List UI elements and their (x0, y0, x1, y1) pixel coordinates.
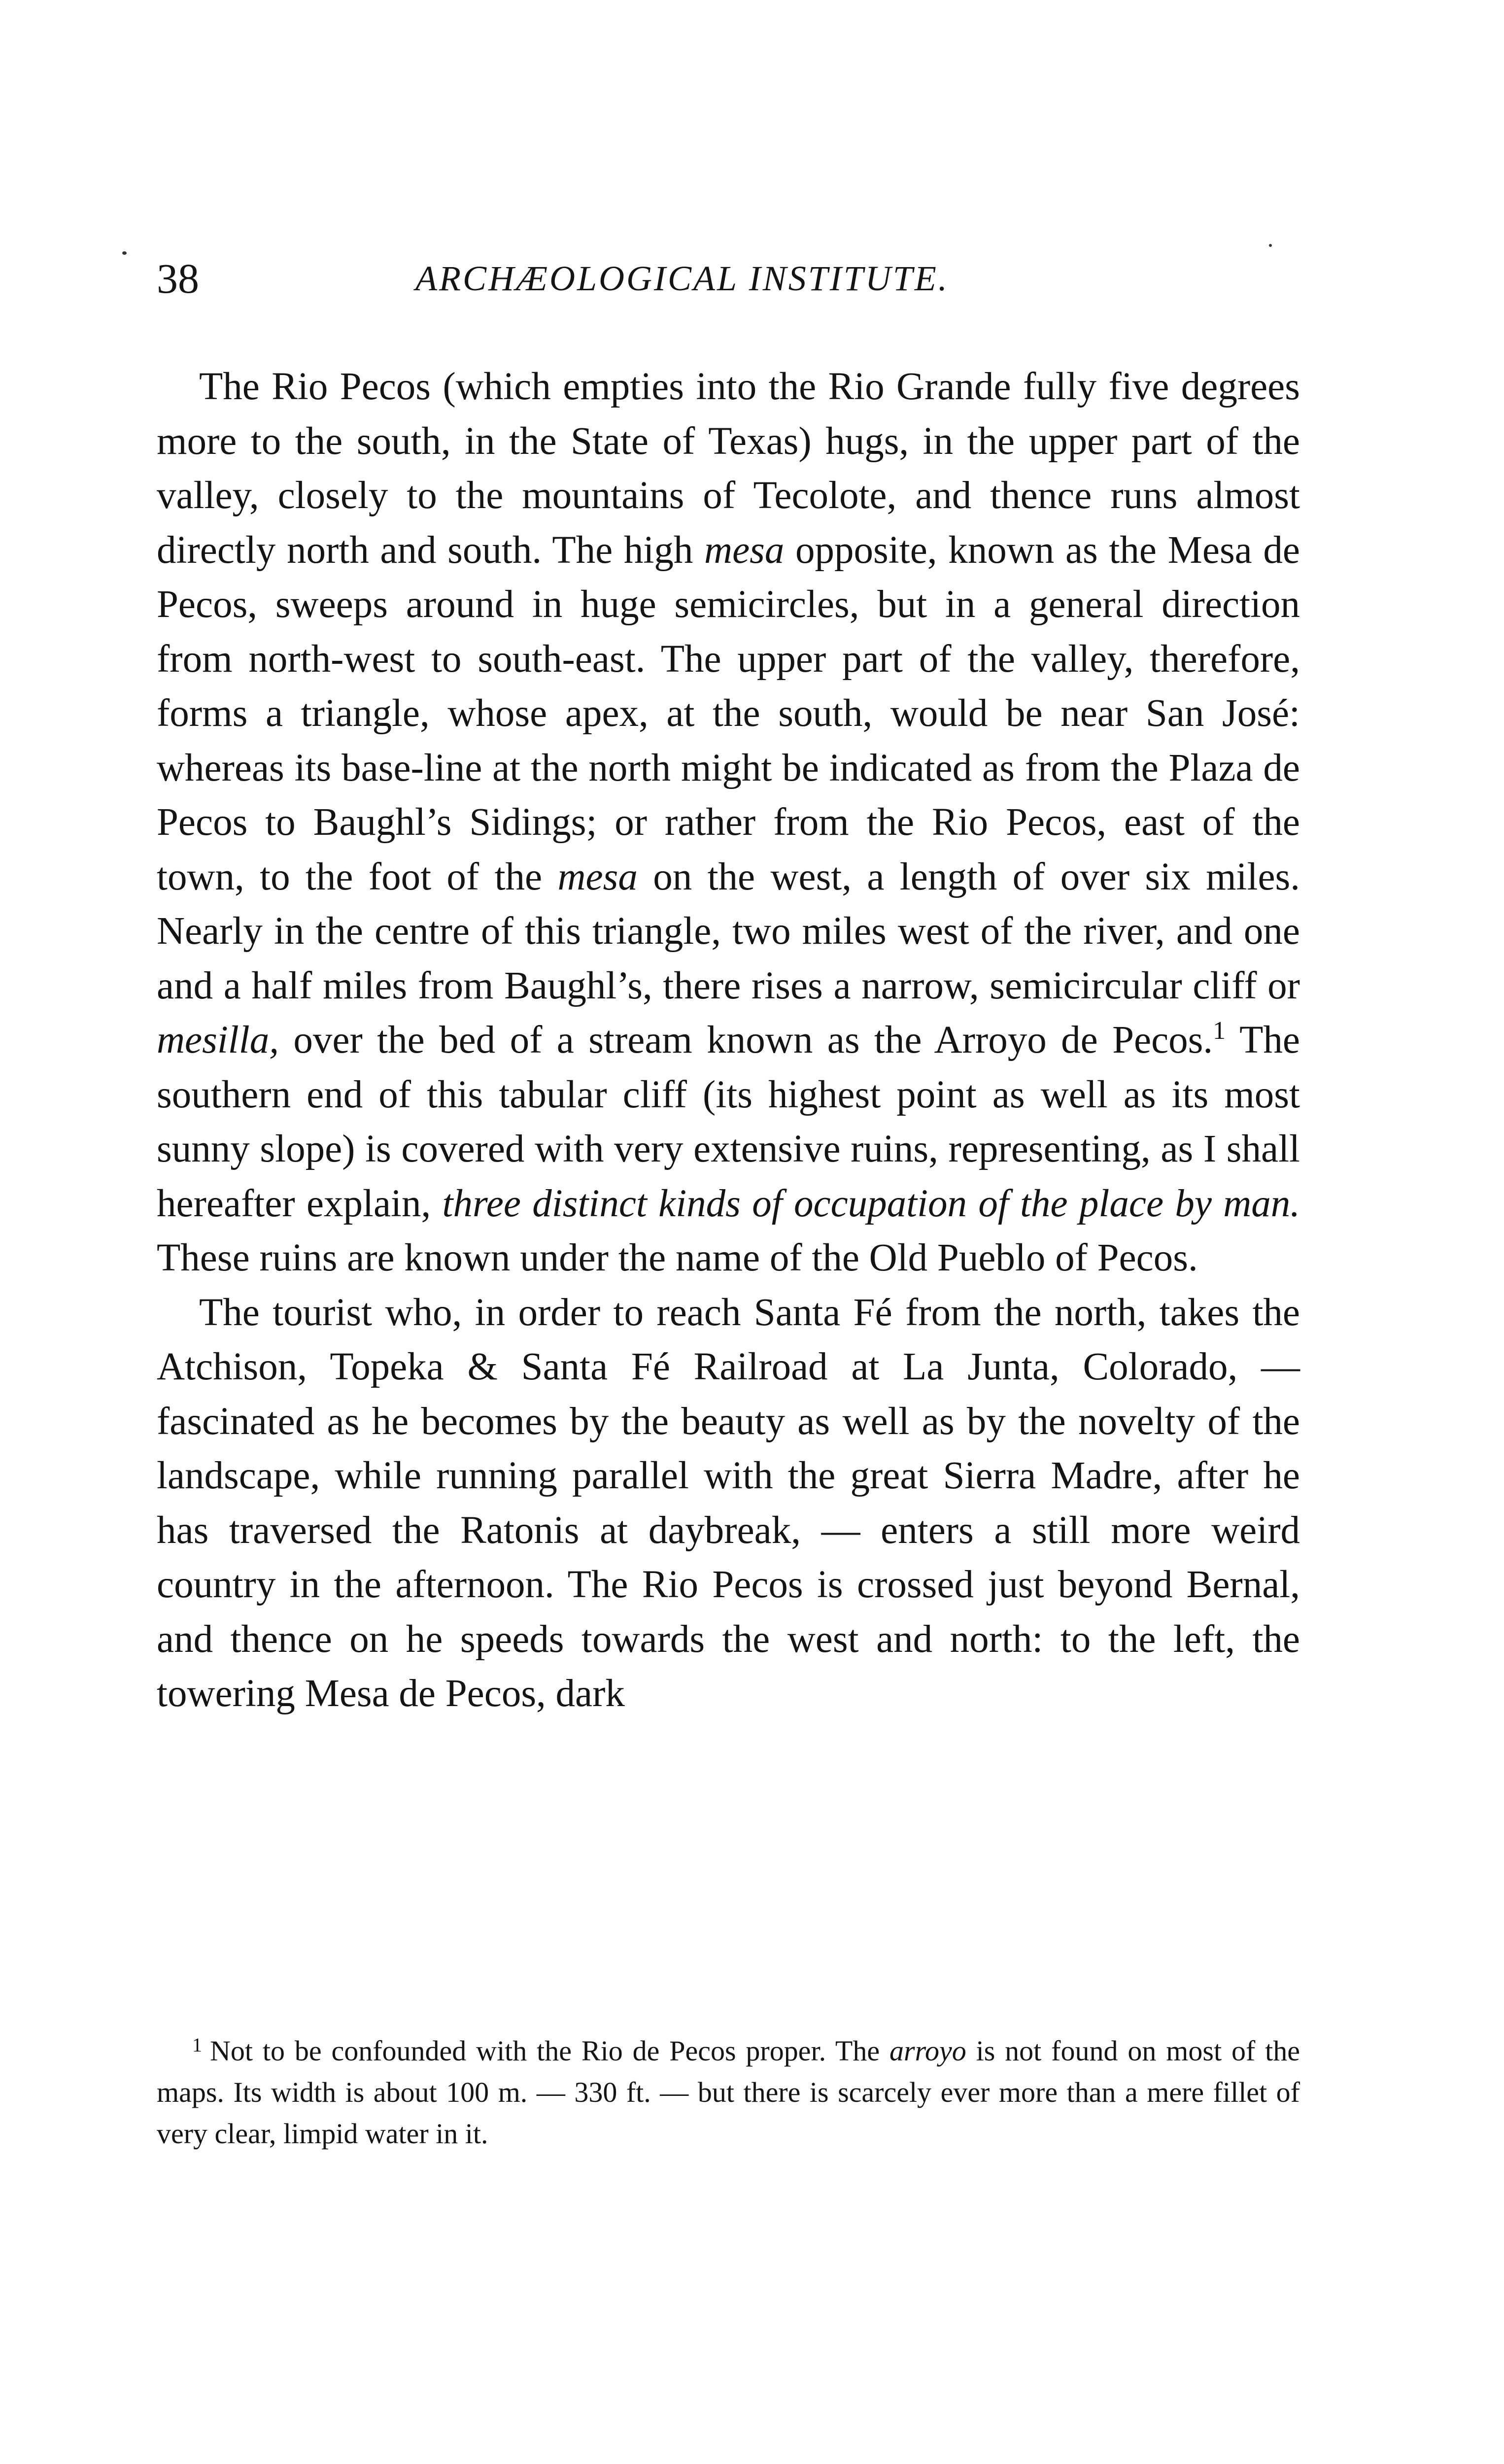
text-segment: The southern end of this tabular cliff (its highest point as well as its most sunny slope) is covered with very extensive ruins, representing, as I shall hereafter explain, (157, 1019, 1300, 1225)
page-number: 38 (157, 255, 199, 302)
text-segment: The Rio Pecos (which empties into the Rio Grande fully five degrees more to the south, in the State of Texas) hugs, in the upper part of the valley, closely to the mountains of Tecolote, and thence runs almost directly north and south. The high (157, 365, 1300, 572)
body-text (157, 360, 1300, 1721)
text-segment: The tourist who, in order to reach Santa Fé from the north, takes the Atchison, Topeka & Santa Fé Railroad at La Junta, Colorado, — fascinated as he becomes by the beauty as well as by the novelty of the landscape, while running parallel with the great Sierra Madre, after he has traversed the Ratonis at daybreak, — enters a still more weird country in the afternoon. The Rio Pecos is crossed just beyond Bernal, and thence on he speeds towards the west and north: to the left, the towering Mesa de Pecos, dark (157, 1291, 1300, 1715)
italic-segment: mesa (704, 528, 785, 572)
footnote-text-segment: is not found on most of the maps. Its width is about 100 m. — 330 ft. — but there is scarcely ever more than a mere fillet of very clear, limpid water in it. (157, 2035, 1300, 2150)
footnote (157, 2030, 1300, 2155)
text-segment: These ruins are known under the name of the Old Pueblo of Pecos. (157, 1236, 1198, 1279)
footnotes (157, 2030, 1300, 2155)
italic-segment: mesa (557, 855, 638, 898)
italic-segment: three distinct kinds of occupation of the place by man. (442, 1182, 1300, 1225)
scan-speck (122, 251, 127, 255)
paragraph (157, 1286, 1300, 1721)
footnote-reference: 1 (1213, 1017, 1226, 1045)
italic-segment: mesilla, (157, 1019, 279, 1061)
footnote-mark: 1 (192, 2034, 202, 2056)
text-segment: on the west, a length of over six miles. Nearly in the centre of this triangle, two miles west of the river, and one and a half miles from Baughl’s, there rises a narrow, semicircular cliff or (157, 855, 1300, 1007)
footnote-text-segment: Not to be confounded with the Rio de Pecos proper. The (210, 2035, 889, 2067)
footnote-italic-segment: arroyo (889, 2035, 966, 2067)
paragraph (157, 360, 1300, 1286)
text-segment: opposite, known as the Mesa de Pecos, sweeps around in huge semicircles, but in a general direction from north-west to south-east. The upper part of the valley, therefore, forms a triangle, whose apex, at the south, would be near San José: whereas its base-line at the north might be indicated as from the Plaza de Pecos to Baughl’s Sidings; or rather from the Rio Pecos, east of the town, to the foot of the (157, 528, 1300, 898)
text-segment: over the bed of a stream known as the Arroyo de Pecos. (278, 1019, 1213, 1061)
scan-speck (1269, 244, 1272, 247)
running-head: ARCHÆOLOGICAL INSTITUTE. (415, 259, 949, 298)
page-header (157, 251, 1300, 306)
